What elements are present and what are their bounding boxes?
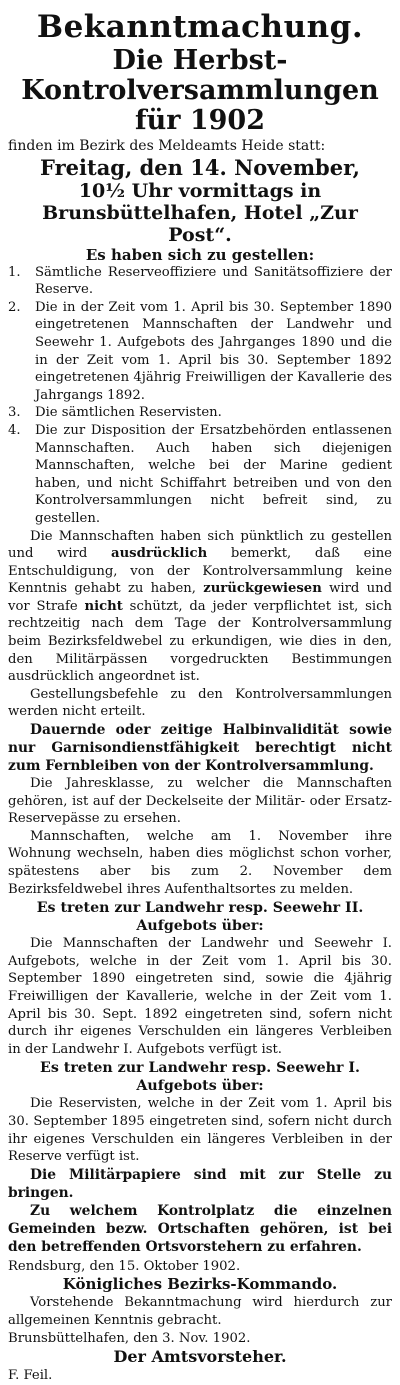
invalidity-paragraph: Dauernde oder zeitige Halbinvalidität sowie nur Garnisondienstfähigkeit berechtigt nicht zum Fernbleiben von der Kontrolversammlung. <box>8 722 392 775</box>
landwehr-ii-paragraph: Die Mannschaften der Landwehr und Seewehr I. Aufgebots, welche in der Zeit vom 1. April bis 30. September 1890 eingetreten sind, sowie die 4jährig Freiwilligen der Kavallerie, welche in der Zeit vom 1. April bis 30. Sept. 1892 eingetreten sind, sofern nicht durch ihr eigenes Verschulden ein längeres Verbleiben in der Landwehr I. Aufgebots verfügt ist. <box>8 936 392 1057</box>
control-place-paragraph: Zu welchem Kontrolplatz die einzelnen Gemeinden bezw. Ortschaften gehören, ist bei den betreffenden Ortsvorstehern zu erfahren. <box>8 1202 392 1255</box>
dateline-brunsbuettelhafen: Brunsbüttelhafen, den 3. Nov. 1902. <box>8 1330 251 1346</box>
year-class-paragraph: Die Jahresklasse, zu welcher die Mannschaften gehören, ist auf der Deckelseite der Militär- oder Ersatz-Reservepässe zu ersehen. <box>8 776 392 827</box>
heading-landwehr-ii: Es treten zur Landwehr resp. Seewehr II. Aufgebots über: <box>36 900 364 935</box>
authority-kommando: Königliches Bezirks-Kommando. <box>62 1275 338 1294</box>
heading-landwehr-i: Es treten zur Landwehr resp. Seewehr I. Aufgebots über: <box>40 1060 360 1095</box>
signature: F. Feil. <box>8 1368 53 1384</box>
publication-paragraph: Vorstehende Bekanntmachung wird hierdurch zur allgemeinen Kenntnis gebracht. <box>8 1295 392 1328</box>
present-heading: Es haben sich zu gestellen: <box>85 245 315 264</box>
authority-amtsvorsteher: Der Amtsvorsteher. <box>113 1347 287 1367</box>
duty-list <box>8 264 392 528</box>
orders-paragraph: Gestellungsbefehle zu den Kontrolversammlungen werden nicht erteilt. <box>8 686 392 720</box>
list-item: 4. Die zur Disposition der Ersatzbehörden entlassenen Mannschaften. Auch haben sich diejenigen Mannschaften, welche bei der Marine gedient haben, und nicht Schiffahrt betreiben und von den Kontrolversammlungen nicht befreit sind, zu gestellen. <box>8 422 392 526</box>
punctuality-paragraph: Die Mannschaften haben sich pünktlich zu gestellen und wird ausdrücklich bemerkt, daß eine Entschuldigung, von der Kontrolversammlung keine Kenntnis gehabt zu haben, zurückgewiesen wird und vor Strafe nicht schützt, da jeder verpflichtet ist, sich rechtzeitig nach dem Tage der Kontrolversammlung beim Bezirksfeldwebel zu erkundigen, wie dies in den, den Militärpässen vorgedruckten Bestimmungen ausdrücklich angeordnet ist. <box>8 528 393 685</box>
intro-line: finden im Bezirk des Meldeamts Heide statt: <box>8 138 326 154</box>
date-line: Freitag, den 14. November, <box>40 154 360 180</box>
papers-paragraph: Die Militärpapiere sind mit zur Stelle zu bringen. <box>8 1166 392 1201</box>
list-item: 2. Die in der Zeit vom 1. April bis 30. September 1890 eingetretenen Mannschaften der Landwehr und Seewehr 1. Aufgebots des Jahrganges 1890 und die in der Zeit vom 1. April bis 30. September 1892 eingetretenen 4jährig Freiwilligen der Kavallerie des Jahrgangs 1892. <box>8 299 392 403</box>
list-item: 3. Die sämtlichen Reservisten. <box>8 405 222 421</box>
relocation-paragraph: Mannschaften, welche am 1. November ihre Wohnung wechseln, haben dies möglichst schon vorher, spätestens aber bis zum 2. November dem Bezirksfeldwebel ihres Aufenthaltsortes zu melden. <box>8 828 392 897</box>
notice-title: Bekanntmachung. <box>36 9 364 45</box>
list-item: 1. Sämtliche Reserveoffiziere und Sanitätsoffiziere der Reserve. <box>8 264 392 298</box>
landwehr-i-paragraph: Die Reservisten, welche in der Zeit vom 1. April bis 30. September 1895 eingetreten sind, sofern nicht durch ihr eigenes Verschulden ein längeres Verbleiben in der Reserve verfügt ist. <box>8 1096 392 1165</box>
notice-headline: Die Herbst-Kontrolversammlungen für 1902 <box>21 45 379 136</box>
time-place: 10½ Uhr vormittags in Brunsbüttelhafen, Hotel „Zur Post“. <box>42 179 358 246</box>
dateline-rendsburg: Rendsburg, den 15. Oktober 1902. <box>8 1258 241 1274</box>
